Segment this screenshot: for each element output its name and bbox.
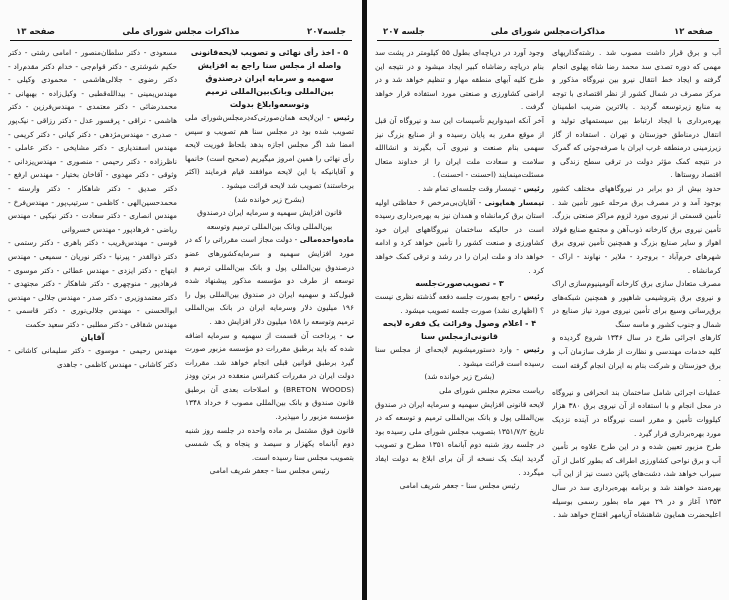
column-right	[185, 46, 354, 596]
paragraph: طرح مزبور تعیین شده و در این طرح علاوه بر تأمین آب و برق نواحی کشاورزی اطراف که بطور کامل از آن سیراب خواهد شد، دشت‌های پائین دست نیز از این آب بهره‌مند خواهند شد و برنامه بهره‌برداری سد در سال ۱۳۵۳ آغاز و در ۲۹ مهر ماه بطور رسمی بوسیله اعلیحضرت همایون شاهنشاه آریامهر افتتاح خواهد شد .	[552, 442, 721, 520]
speaker-name: رئیس	[523, 345, 544, 355]
paragraph: مسعودی - دکتر سلطان‌منصور - امامی رشتی - دکتر حکیم شوشتری - دکتر قوام‌جی - خدام دکتر مقدم‌راد - دکتر رضوی - جلالی‌هاشمی - محمودی وکیلی - مهندس‌یمینی - بیدالله‌قطبی - وکیل‌زاده - بهبهانی - محمد‌رضائی - دکتر معتمدی - مهندس‌فرزین - دکتر هاشمی - نراقی - پرفسور عدل - دکتر رزاقی - نیک‌پور - صدری - مهندس‌مژدهی - دکتر کیانی - دکتر کریمی - مهندس‌ اسفندیاری - دکتر مشایخی - دکتر عاملی - ناظرزاده - دکتر رحیمی - منصوری - مهندس‌یزدانی - وثوقی - دکتر مهدوی - آقاخان بختیار - مهندس ارفع - دکتر صدیق - دکتر شاهکار - دکتر وارسته - محمد‌حسین‌الهی - کاظمی - سرتیپ‌پور - مهندس‌فرخ - مهندس‌ انصاری - دکتر سعادت - دکتر نیکپی - مهندس‌ ریاضی - فرهادپور - مهندس خسروانی	[8, 48, 177, 234]
page-header	[10, 27, 352, 41]
paragraph: آخر آنکه امیدواریم تأسیسات این سد و نیروگاه آن قبل از موقع مقرر به پایان رسیده و از صنایع بزرگ نیز سهمی بنام صنعت و نیروی آب بگیرند و انشاالله سلامت و سعادت ملت ایران را از خداوند متعال مسئلت‌مینمایند (احسنت - احسنت) .	[375, 115, 544, 180]
paragraph: لایحه قانونی افزایش سهمیه و سرمایه ایران در صندوق بین‌المللی پول و بانک بین‌المللی ترمیم و توسعه که در تاریخ ۱۳۵۱/۷/۲ بتصویب مجلس شورای ملی رسیده بود در جلسه روز شنبه دوم آبانماه ۱۳۵۱ مطرح و تصویب گردید اینک یک نسخه از آن برای ابلاغ به دولت ایفاد میگردد .	[375, 399, 544, 477]
speaker-name: رئیس	[333, 113, 354, 122]
paragraph: قوسی - مهندس‌قریب - دکتر باهری - دکتر رستمی - دکتر ذوالقدر - پیرنیا - دکتر نوریان - سمیعی - مهندس ابتهاج - دکتر ایزدی - مهندس‌ عطائی - دکتر موسوی - فرهادپور - منوچهری - دکتر شاهکار - دکتر مجتهدی - دکتر معتمدوزیری - دکتر صدر - مهندس‌ جلالی - مهندس ابوالحسنی - مهندس جلالی‌نوری - دکتر قاسمی - مهندس شقاقی - دکتر مطلبی - دکتر سعید حکمت	[8, 238, 177, 329]
speech-text: - این‌لایحه همان‌صورتی‌که‌درمجلس‌شورای ملی تصویب شده بود در مجلس سنا هم تصویب و سپس امضا شد اگر مجلس اجازه بدهد بلحاظ فوریت لایحه رأی نهائی را همین امروز میگیریم (صحیح است) خانمها و آقایانیکه با این لایحه موافقند قیام فرمایند (اکثر برخاستند) تصویب شد لایحه قرائت میشود .	[185, 113, 354, 190]
section-heading: ۵ - اخذ رأی نهائی و تصویب لایحه‌قانونی واصله از مجلس سنا راجع به افزایش سهمیه و سرمایه ایران درصندوق بین‌المللی وبانک‌بین‌المللی ترمیم وتوسعه‌وابلاغ بدولت	[190, 48, 349, 109]
paragraph: عملیات اجرائی شامل ساختمان بند انحرافی و نیروگاه در محل انجام و با استفاده از آن نیروی برق ۳۸۰ هزار کیلووات تأمین و مقرر است نیروگاه در آینده نزدیک مورد بهره‌برداری قرار گیرد .	[552, 387, 721, 438]
session-number: جلسه ۲۰۷	[383, 27, 425, 37]
speaker-name: ماده‌واحده‌مالی	[299, 235, 354, 245]
paragraph: آب و برق قرار داشت مصوب شد . رشته‌گذاریهای مهمی که دوره تصدی سد محمد رضا شاه پهلوی انجام گرفته و ایجاد خط انتقال نیرو بین نیروگاه مذکور و مرکز مصرف در شمال کشور از نظر اقتصادی با توجه به منابع زیرتوسعه گردید . بالاترین ضریب اطمینان بهره‌برداری با ایجاد ارتباط بین سیستمهای تولید و انتقال درمناطق خوزستان و تهران . استفاده از گاز زیرزمینی درمنطقه غرب ایران با صرفه‌جوئی که گمرک در نتیجه کمک مؤثر دولت در ترقی سطح زندگی و اقتصاد روستاها .	[552, 48, 721, 180]
running-title: مذاکرات‌مجلس شورای ملی	[490, 27, 606, 37]
centered-line: رئیس مجلس سنا - جعفر شریف امامی	[399, 481, 520, 491]
section-heading: ۳ - تصویب‌صورت‌جلسه	[415, 279, 504, 289]
speaker-name: رئیس	[523, 183, 544, 193]
column-left	[8, 46, 177, 596]
page-header	[377, 27, 719, 41]
speech-text: - آقایان‌بی‌مرخص ۶ حفاظتی اولیه استان برق کرمانشاه و همدان نیز به بهره‌برداری رسیده است در حالیکه ساختمان نیروگاههای ایران خود کشاورزی و صنعت کشور را تأمین خواهد کرد و ادامه خواهد داد و ملت ایران را در رشد و ترقی کمک خواهد کرد .	[375, 197, 544, 275]
speech-paragraph	[185, 329, 354, 424]
centered-line: قانون افزایش سهمیه و سرمایه ایران درصندوق بین‌المللی وبانک بین‌المللی ترمیم وتوسعه	[197, 208, 342, 231]
paragraph: ریاست محترم مجلس شورای ملی	[439, 386, 544, 396]
session-number: جلسه۲۰۷	[307, 27, 346, 37]
left-page	[0, 0, 362, 600]
speech-paragraph	[185, 111, 354, 193]
paragraph: مصرف متعادل سازی برق کارخانه آلومینیوم‌سازی اراک و نیروی برق پتروشیمی شاهپور و همچنین شبکه‌های برق‌رسانی وسیع برای تأمین نیروی مورد نیاز صنایع در شمال و جنوب کشور و ماسه سنگ	[552, 279, 721, 329]
right-page	[367, 0, 729, 600]
speech-paragraph	[185, 233, 354, 328]
page-number: صفحه ۱۳	[16, 27, 55, 37]
paragraph: مهندس‌ رحیمی - موسوی - دکتر سلیمانی کاشانی - دکتر کاشانی - مهندس کاظمی - جاهدی	[8, 346, 177, 370]
speech-text: - وارد دستورمیشویم لایحه‌ای از مجلس سنا رسیده است قرائت میشود .	[375, 345, 544, 368]
page-number: صفحه ۱۲	[674, 27, 713, 37]
speech-text: - پرداخت آن قسمت از سهمیه و سرمایه اضافه شده که باید برطبق مقررات دو مؤسسه مزبور صورت گیرد برطبق قوانین قبلی انجام خواهد شد. مقررات دولت ایران در مقررات کنفرانس منعقده در برتن وودز (BRETON WOODS) و اصلاحات بعدی آن برطبق قانون صندوق و بانک بین‌المللی مصوب ۶ خرداد ۱۳۴۸ مؤسسه مزبور را میپذیرد.	[185, 330, 354, 422]
paragraph: کارهای اجرائی طرح در سال ۱۳۴۶ شروع گردیده و کلیه خدمات مهندسی و نظارت از طرف سازمان آب و برق خوزستان و شرکت بنام به ایران انجام گرفته است .	[552, 333, 721, 384]
section-heading: آقایان	[80, 333, 105, 343]
speech-paragraph	[375, 290, 544, 317]
speaker-name: تیمسار همایونی	[484, 197, 544, 207]
speech-paragraph	[375, 196, 544, 278]
section-heading: ۴ - اعلام وصول وقرائت یک فقره لایحه قانونی‌ازمجلس سنا	[382, 319, 537, 342]
speaker-name: ب	[346, 330, 354, 340]
speech-text: - راجع بصورت جلسه دفعه گذشته نظری نیست ؟ (اظهاری نشد) صورت جلسه تصویب میشود .	[375, 292, 544, 315]
running-title: مذاکرات مجلس شورای ملی	[122, 27, 240, 37]
paragraph: حدود بیش از دو برابر در نیروگاههای مختلف کشور بوجود آمد و در مصرف برق مرحله عبور تأمین شد . تأمین قسمتی از نیروی مورد لزوم مراکز صنعتی بزرگ. تأمین نیروی برق کارخانه ذوب‌آهن و مجتمع صنایع فولاد اهواز و سایر صنایع بزرگ و همچنین تأمین نیروی برق شهرهای خرم‌آباد - بروجرد - ملایر - نهاوند - اراک - کرمانشاه .	[552, 183, 721, 275]
centered-line: رئیس مجلس سنا - جعفر شریف امامی	[209, 466, 330, 476]
paragraph: قانون فوق مشتمل بر ماده واحده در جلسه روز شنبه دوم آبانماه یکهزار و سیصد و پنجاه و یک شمسی بتصویب مجلس سنا رسیده است.	[185, 425, 354, 462]
speech-text: - تیمسار وقت جلسه‌ای تمام شد .	[418, 183, 522, 193]
column-right	[552, 46, 721, 596]
centered-line: (بشرح زیر خوانده شد)	[424, 372, 495, 382]
speech-paragraph	[375, 182, 544, 196]
speech-text: - دولت مجاز است مقرراتی را که در مورد افزایش سهمیه و سرمایه‌کشورهای عضو درصندوق بین‌المللی پول و بانک بین‌المللی ترمیم و توسعه از طرف دو مؤسسه مذکور پیشنهاد شده قبول‌کند و سهمیه ایران در صندوق بین‌المللی پول را ۱۹۶ میلیون دلار وسرمایه ایران در بانک بین‌المللی ترمیم وتوسعه را ۱۵۸ میلیون دلار افزایش دهد .	[185, 235, 354, 326]
paragraph: وجود آورد در دریاچه‌ای بطول ۵۵ کیلومتر در پشت سد بنام دریاچه رضاشاه کبیر ایجاد میشود و در نتیجه این طرح کلیه آبهای منطقه مهار و تنظیم خواهد شد و در اراضی کشاورزی و صنعتی مورد استفاده قرار خواهد گرفت .	[375, 48, 544, 112]
speaker-name: رئیس	[523, 292, 544, 302]
speech-paragraph	[375, 343, 544, 370]
centered-line: (بشرح زیر خوانده شد)	[234, 194, 305, 204]
column-left	[375, 46, 544, 596]
